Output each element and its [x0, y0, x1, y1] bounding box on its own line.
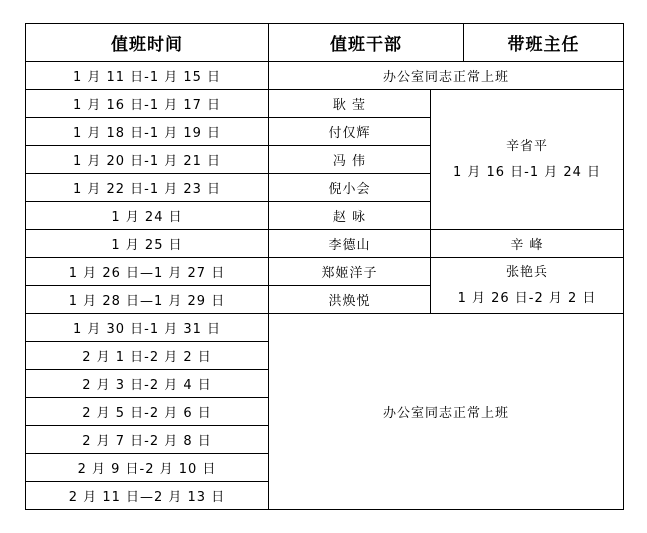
duty-date: 1 月 11 日-1 月 15 日 [26, 62, 269, 90]
duty-date: 1 月 26 日—1 月 27 日 [26, 258, 269, 286]
director-group-1 [431, 90, 624, 230]
duty-cadre: 冯 伟 [269, 146, 431, 174]
duty-cadre: 洪焕悦 [269, 286, 431, 314]
duty-date: 1 月 20 日-1 月 21 日 [26, 146, 269, 174]
duty-date: 2 月 1 日-2 月 2 日 [26, 342, 269, 370]
director-group-2: 辛 峰 [431, 230, 624, 258]
duty-cadre: 郑姬洋子 [269, 258, 431, 286]
duty-date: 1 月 25 日 [26, 230, 269, 258]
office-normal-note-closing: 办公室同志正常上班 [269, 314, 624, 510]
office-normal-note: 办公室同志正常上班 [269, 62, 624, 90]
header-date: 值班时间 [26, 24, 269, 62]
header-director: 带班主任 [464, 24, 624, 62]
table-row [26, 90, 624, 118]
director-range: 1 月 26 日-2 月 2 日 [457, 290, 597, 306]
duty-cadre: 赵 咏 [269, 202, 431, 230]
duty-date: 1 月 16 日-1 月 17 日 [26, 90, 269, 118]
duty-date: 2 月 11 日—2 月 13 日 [26, 482, 269, 510]
director-name: 张艳兵 [505, 264, 548, 280]
duty-date: 1 月 18 日-1 月 19 日 [26, 118, 269, 146]
director-group-3 [431, 258, 624, 314]
header-cadre: 值班干部 [269, 24, 464, 62]
duty-date: 2 月 5 日-2 月 6 日 [26, 398, 269, 426]
duty-cadre: 倪小会 [269, 174, 431, 202]
duty-cadre: 耿 莹 [269, 90, 431, 118]
duty-schedule-table [25, 23, 624, 510]
director-range: 1 月 16 日-1 月 24 日 [452, 164, 602, 180]
duty-date: 2 月 3 日-2 月 4 日 [26, 370, 269, 398]
duty-cadre: 李德山 [269, 230, 431, 258]
duty-date: 1 月 24 日 [26, 202, 269, 230]
duty-date: 2 月 7 日-2 月 8 日 [26, 426, 269, 454]
duty-date: 2 月 9 日-2 月 10 日 [26, 454, 269, 482]
table-row [26, 258, 624, 286]
duty-date: 1 月 28 日—1 月 29 日 [26, 286, 269, 314]
table-row [26, 314, 624, 342]
table-row [26, 62, 624, 90]
table-row [26, 230, 624, 258]
header-row [26, 24, 624, 62]
duty-cadre: 付仅辉 [269, 118, 431, 146]
duty-date: 1 月 22 日-1 月 23 日 [26, 174, 269, 202]
director-name: 辛省平 [505, 138, 548, 154]
duty-date: 1 月 30 日-1 月 31 日 [26, 314, 269, 342]
